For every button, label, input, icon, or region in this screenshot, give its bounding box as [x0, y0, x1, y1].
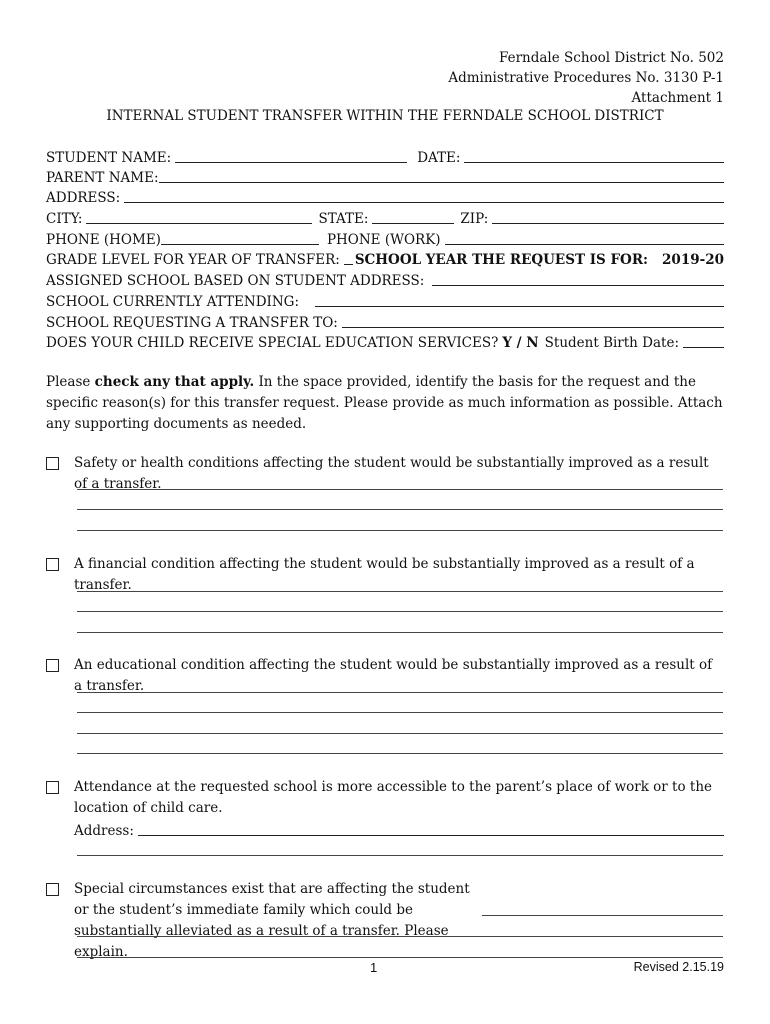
district-name: Ferndale School District No. 502 [498, 50, 724, 66]
address-field[interactable] [124, 188, 724, 203]
school-year-label: SCHOOL YEAR THE REQUEST IS FOR: [354, 252, 649, 268]
option-4-line[interactable] [77, 855, 723, 856]
phone-home-field[interactable] [161, 230, 319, 245]
current-school-label: SCHOOL CURRENTLY ATTENDING: [46, 294, 299, 310]
grade-level-label: GRADE LEVEL FOR YEAR OF TRANSFER: [46, 252, 340, 268]
option-3-line[interactable] [77, 733, 723, 734]
option-1-checkbox[interactable] [46, 457, 59, 470]
birth-date-field[interactable] [683, 333, 724, 348]
instructions-pre: Please [46, 374, 95, 390]
address-label: ADDRESS: [46, 190, 121, 206]
procedure-number: Administrative Procedures No. 3130 P-1 [448, 70, 724, 86]
row-requested-school [46, 311, 724, 331]
grade-level-field[interactable] [344, 250, 353, 265]
city-label: CITY: [46, 211, 83, 227]
phone-work-label: PHONE (WORK) [326, 232, 441, 248]
student-name-label: STUDENT NAME: [46, 150, 172, 166]
instructions-bold: check any that apply. [94, 374, 255, 390]
state-label: STATE: [318, 211, 369, 227]
option-2-line[interactable] [77, 611, 723, 612]
phone-work-field[interactable] [445, 230, 724, 245]
requested-school-field[interactable] [342, 313, 724, 328]
birth-date-label: Student Birth Date: [544, 335, 680, 351]
row-student-date [46, 146, 724, 166]
row-current-school [46, 290, 724, 310]
parent-name-field[interactable] [159, 168, 724, 183]
option-5-inline-line[interactable] [482, 915, 723, 916]
student-name-field[interactable] [175, 148, 407, 163]
city-field[interactable] [86, 209, 312, 224]
current-school-field[interactable] [315, 292, 724, 307]
option-1-line[interactable] [77, 509, 723, 510]
option-4-checkbox[interactable] [46, 781, 59, 794]
row-option-4-address [74, 819, 724, 839]
option-1-line[interactable] [77, 530, 723, 531]
option-3-checkbox[interactable] [46, 659, 59, 672]
special-ed-label: DOES YOUR CHILD RECEIVE SPECIAL EDUCATION SERVICES? [46, 335, 499, 351]
option-2-line[interactable] [77, 632, 723, 633]
option-3-line[interactable] [77, 692, 723, 693]
assigned-school-label: ASSIGNED SCHOOL BASED ON STUDENT ADDRESS: [46, 273, 425, 289]
requested-school-label: SCHOOL REQUESTING A TRANSFER TO: [46, 315, 338, 331]
row-phones [46, 228, 724, 248]
option-5-checkbox[interactable] [46, 883, 59, 896]
option-4-label: Attendance at the requested school is more accessible to the parent’s place of work or to the location of child care. [74, 779, 713, 816]
date-label: DATE: [417, 150, 461, 166]
option-1-label: Safety or health conditions affecting the student would be substantially improved as a result of a transfer. [74, 455, 709, 492]
zip-label: ZIP: [460, 211, 489, 227]
option-2-checkbox[interactable] [46, 558, 59, 571]
option-3-line[interactable] [77, 753, 723, 754]
instructions [46, 372, 726, 435]
parent-name-label: PARENT NAME: [46, 170, 159, 186]
row-grade-year [46, 248, 724, 268]
assigned-school-field[interactable] [432, 271, 724, 286]
form-title: INTERNAL STUDENT TRANSFER WITHIN THE FERNDALE SCHOOL DISTRICT [106, 108, 664, 124]
row-assigned-school [46, 269, 724, 289]
instructions-post: In the space provided, identify the basis for the request and the specific reason(s) for this transfer request. Please provide as much information as possible. Attach any supporting documents as needed. [46, 374, 723, 432]
date-field[interactable] [464, 148, 724, 163]
school-year-value: 2019-20 [662, 252, 724, 268]
option-3-line[interactable] [77, 712, 723, 713]
row-special-ed [46, 331, 724, 351]
row-address [46, 186, 724, 206]
option-1-line[interactable] [77, 489, 723, 490]
row-parent [46, 166, 724, 186]
zip-field[interactable] [492, 209, 724, 224]
option-4-address-label: Address: [74, 823, 134, 839]
row-city-state-zip [46, 207, 724, 227]
attachment-label: Attachment 1 [631, 90, 724, 106]
state-field[interactable] [372, 209, 454, 224]
option-5-line[interactable] [77, 957, 723, 958]
revision-date: Revised 2.15.19 [633, 960, 724, 974]
option-4-address-field[interactable] [138, 821, 724, 836]
option-2-line[interactable] [77, 591, 723, 592]
option-2-label: A financial condition affecting the student would be substantially improved as a result of a transfer. [74, 556, 695, 593]
phone-home-label: PHONE (HOME) [46, 232, 161, 248]
option-5-line[interactable] [77, 936, 723, 937]
option-3-label: An educational condition affecting the student would be substantially improved as a result of a transfer. [74, 657, 713, 694]
special-ed-yn[interactable]: Y / N [502, 335, 539, 351]
page-number: 1 [370, 960, 378, 975]
option-5-label: Special circumstances exist that are affecting the student or the student’s immediate family which could be substantially alleviated as a result of a transfer. Please explain. [74, 881, 470, 960]
